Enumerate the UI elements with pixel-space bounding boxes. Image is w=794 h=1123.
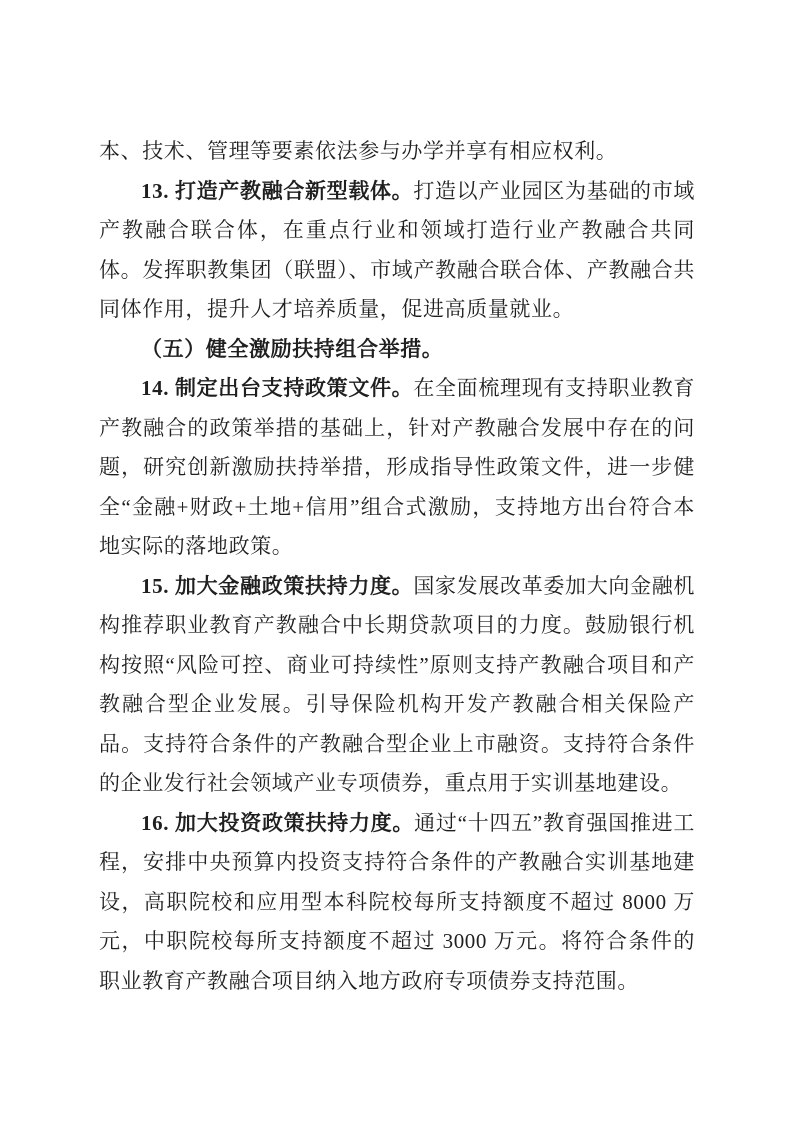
paragraph-text: 在全面梳理现有支持职业教育产教融合的政策举措的基础上，针对产教融合发展中存在的问题，研究创新激励扶持举措，形成指导性政策文件，进一步健全“金融+财政+土地+信用”组合式激励，支持地方出台符合本地实际的落地政策。 bbox=[99, 376, 695, 558]
paragraph-text: 国家发展改革委加大向金融机构推荐职业教育产教融合中长期贷款项目的力度。鼓励银行机构按照“风险可控、商业可持续性”原则支持产教融合项目和产教融合型企业发展。引导保险机构开发产教融合相关保险产品。支持符合条件的产教融合型企业上市融资。支持符合条件的企业发行社会领域产业专项债券，重点用于实训基地建设。 bbox=[99, 573, 695, 795]
paragraph-lead: 15. 加大金融政策扶持力度。 bbox=[141, 573, 414, 598]
document-body bbox=[99, 132, 695, 1001]
paragraph-lead: 14. 制定出台支持政策文件。 bbox=[141, 376, 414, 400]
paragraph bbox=[99, 369, 695, 567]
paragraph-lead: 13. 打造产教融合新型载体。 bbox=[141, 178, 414, 203]
paragraph bbox=[99, 567, 695, 804]
paragraph bbox=[99, 804, 695, 1002]
paragraph bbox=[99, 132, 695, 172]
paragraph-lead: 16. 加大投资政策扶持力度。 bbox=[141, 810, 415, 835]
paragraph-text: 本、技术、管理等要素依法参与办学并享有相应权利。 bbox=[99, 139, 618, 163]
paragraph-lead: （五）健全激励扶持组合举措。 bbox=[141, 336, 444, 361]
paragraph bbox=[99, 172, 695, 330]
paragraph-text: 通过“十四五”教育强国推进工程，安排中央预算内投资支持符合条件的产教融合实训基地建设，高职院校和应用型本科院校每所支持额度不超过 8000 万元，中职院校每所支持额度不超过 3000 万元。将符合条件的职业教育产教融合项目纳入地方政府专项债券支持范围。 bbox=[99, 810, 696, 993]
paragraph-text: 打造以产业园区为基础的市域产教融合联合体，在重点行业和领域打造行业产教融合共同体。发挥职教集团（联盟）、市域产教融合联合体、产教融合共同体作用，提升人才培养质量，促进高质量就业。 bbox=[99, 178, 695, 321]
paragraph bbox=[99, 330, 695, 370]
